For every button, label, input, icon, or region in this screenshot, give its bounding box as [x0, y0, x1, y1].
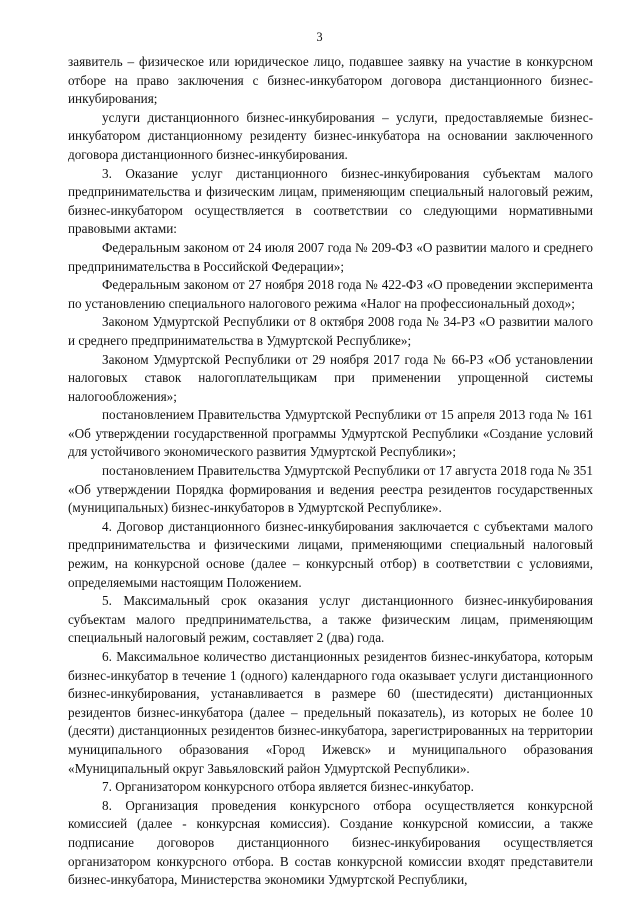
paragraph-law-66-rz: Законом Удмуртской Республики от 29 ноября 2017 года № 66-РЗ «Об установлении налоговых ставок налогоплательщикам при применении упрощенной системы налогообложения»; — [68, 351, 593, 404]
paragraph-clause-6: 6. Максимальное количество дистанционных резидентов бизнес-инкубатора, которым бизнес-инкубатор в течение 1 (одного) календарного года оказывает услуги дистанционного бизнес-инкубирования, устанавливается в размере 60 (шестидесяти) дистанционных резидентов бизнес-инкубатора (далее – предельный показатель), из которых не более 10 (десяти) дистанционных резидентов бизнес-инкубатора, зарегистрированных на территории муниципального образования «Город Ижевск» и муниципального образования «Муниципальный округ Завьяловский район Удмуртской Республики». — [68, 649, 593, 776]
paragraph-clause-8: 8. Организация проведения конкурсного отбора осуществляется конкурсной комиссией (далее - конкурсная комиссия). Создание конкурсной комиссии, а также подписание договоров дистанционного бизнес-инкубирования осуществляется организатором конкурсного отбора. В состав конкурсной комиссии входят представители бизнес-инкубатора, Министерства экономики Удмуртской Республики, — [68, 797, 593, 888]
paragraph-resolution-161: постановлением Правительства Удмуртской Республики от 15 апреля 2013 года № 161 «Об утверждении государственной программы Удмуртской Республики «Создание условий для устойчивого экономического развития Удмуртской Республики»; — [68, 407, 593, 460]
paragraph-clause-4: 4. Договор дистанционного бизнес-инкубирования заключается с субъектами малого предпринимательства и физическими лицами, применяющими специальный налоговый режим, на конкурсной основе (далее – конкурсный отбор) в соответствии с условиями, определяемыми настоящим Положением. — [68, 518, 593, 590]
paragraph-clause-3: 3. Оказание услуг дистанционного бизнес-инкубирования субъектам малого предпринимательства и физическим лицам, применяющим специальный налоговый режим, бизнес-инкубатором осуществляется в соответствии со следующими нормативными правовыми актами: — [68, 165, 593, 237]
paragraph-clause-5: 5. Максимальный срок оказания услуг дистанционного бизнес-инкубирования субъектам малого предпринимательства, а также физическим лицам, применяющим специальный налоговый режим, составляет 2 (два) года. — [68, 593, 593, 646]
paragraph-applicant-definition: заявитель – физическое или юридическое лицо, подавшее заявку на участие в конкурсном отборе на право заключения с бизнес-инкубатором договора дистанционного бизнес-инкубирования; — [68, 54, 593, 107]
paragraph-federal-law-422: Федеральным законом от 27 ноября 2018 года № 422-ФЗ «О проведении эксперимента по установлению специального налогового режима «Налог на профессиональный доход»; — [68, 277, 593, 311]
paragraph-resolution-351: постановлением Правительства Удмуртской Республики от 17 августа 2018 года № 351 «Об утверждении Порядка формирования и ведения реестра резидентов государственных (муниципальных) бизнес-инкубаторов в Удмуртской Республике». — [68, 463, 593, 516]
document-body — [68, 53, 593, 890]
page-number: 3 — [316, 30, 323, 44]
paragraph-federal-law-209: Федеральным законом от 24 июля 2007 года № 209-ФЗ «О развитии малого и среднего предпринимательства в Российской Федерации»; — [68, 239, 593, 274]
paragraph-clause-7: 7. Организатором конкурсного отбора является бизнес-инкубатор. — [102, 779, 474, 795]
paragraph-law-34-rz: Законом Удмуртской Республики от 8 октября 2008 года № 34-РЗ «О развитии малого и среднего предпринимательства в Удмуртской Республике»; — [68, 314, 593, 348]
paragraph-services-definition: услуги дистанционного бизнес-инкубирования – услуги, предоставляемые бизнес-инкубатором дистанционному резиденту бизнес-инкубатора на основании заключенного договора дистанционного бизнес-инкубирования. — [68, 109, 593, 162]
